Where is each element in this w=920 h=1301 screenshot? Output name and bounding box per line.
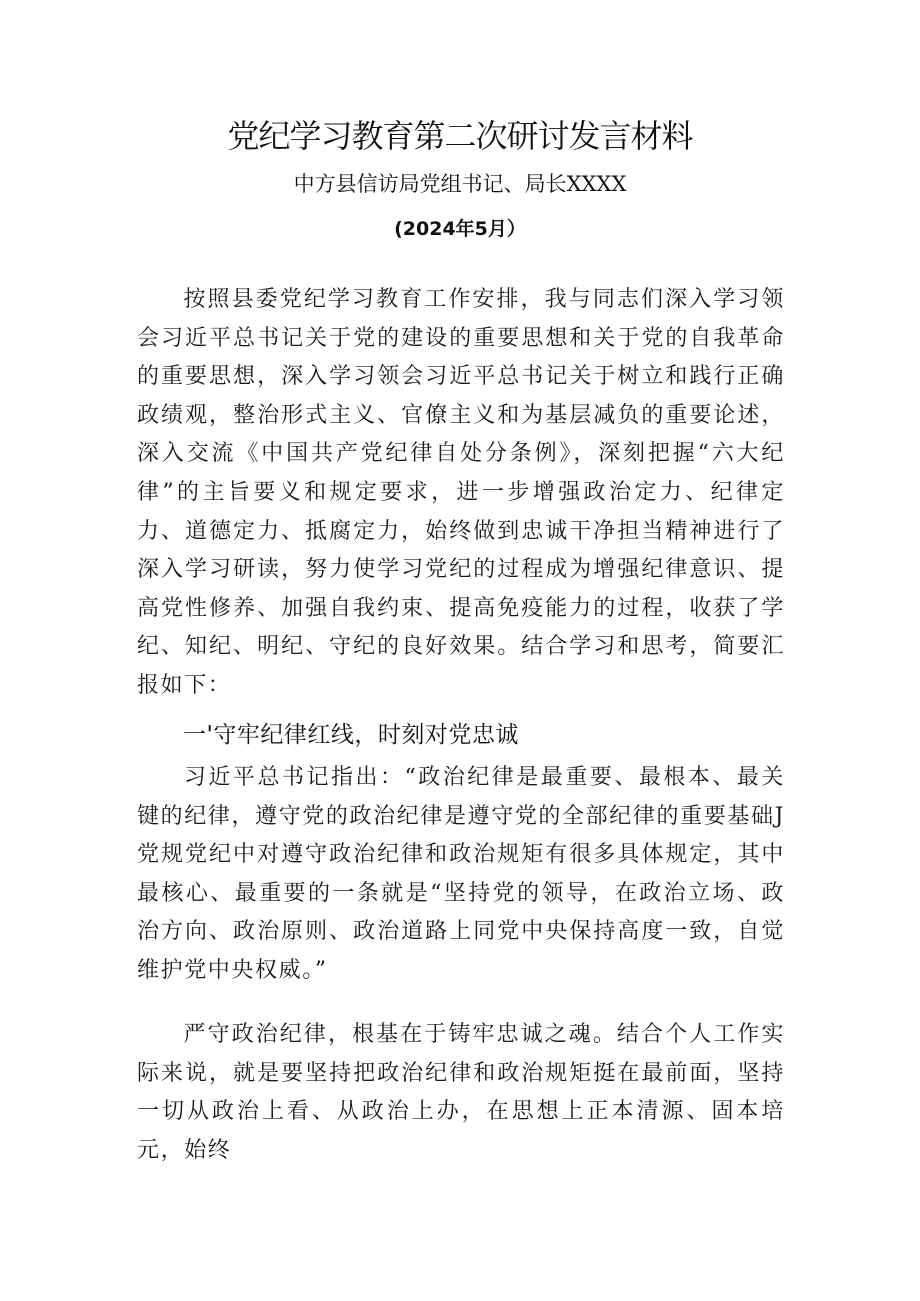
paragraph-intro bbox=[137, 281, 785, 706]
document-title: 党纪学习教育第二次研讨发言材料 bbox=[227, 117, 693, 155]
paragraph-quote bbox=[137, 759, 785, 991]
paragraph-intro-text: 按照县委党纪学习教育工作安排，我与同志们深入学习领会习近平总书记关于党的建设的重要思想和关于党的自我革命的重要思想，深入学习领会习近平总书记关于树立和践行正确政绩观，整治形式主义、官僚主义和为基层减负的重要论述，深入交流《中国共产党纪律自处分条例》，深刻把握“六大纪律”的主旨要义和规定要求，进一步增强政治定力、纪律定力、道德定力、抵腐定力，始终做到忠诚干净担当精神进行了深入学习研读，努力使学习党纪的过程成为增强纪律意识、提高党性修养、加强自我约束、提高免疫能力的过程，收获了学纪、知纪、明纪、守纪的良好效果。结合学习和思考，简要汇报如下： bbox=[137, 287, 785, 698]
paragraph-quote-text: 习近平总书记指出：“政治纪律是最重要、最根本、最关键的纪律，遵守党的政治纪律是遵守党的全部纪律的重要基础J党规党纪中对遵守政治纪律和政治规矩有很多具体规定，其中最核心、最重要的一条就是“坚持党的领导，在政治立场、政治方向、政治原则、政治道路上同党中央保持高度一致，自觉维护党中央权威。” bbox=[137, 765, 785, 983]
section-heading: 一'守牢纪律红线，时刻对党忠诚 bbox=[183, 722, 519, 748]
date-line: (2024年5月） bbox=[394, 218, 526, 240]
paragraph-discipline bbox=[137, 1016, 785, 1170]
author-line: 中方县信访局党组书记、局长XXXX bbox=[293, 172, 627, 196]
paragraph-discipline-text: 严守政治纪律，根基在于铸牢忠诚之魂。结合个人工作实际来说，就是要坚持把政治纪律和政治规矩挺在最前面，坚持一切从政治上看、从政治上办，在思想上正本清源、固本培元，始终 bbox=[137, 1022, 785, 1163]
